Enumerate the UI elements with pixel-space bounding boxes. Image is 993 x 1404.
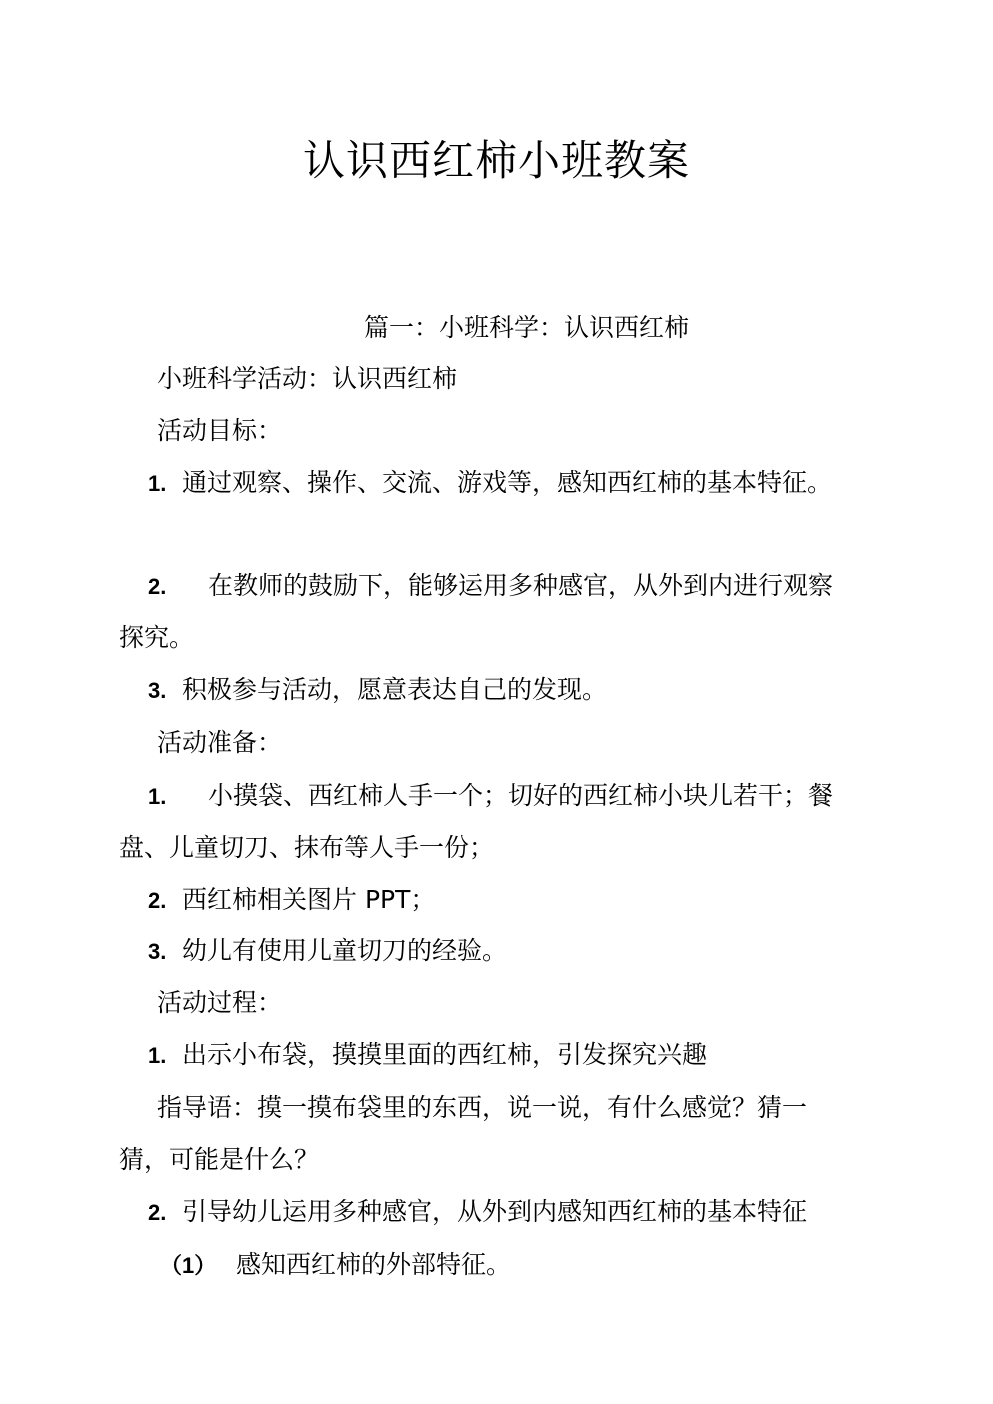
goal-text: 通过观察、操作、交流、游戏等，感知西红柿的基本特征。 [182, 468, 833, 497]
process-text: 引导幼儿运用多种感官，从外到内感知西红柿的基本特征 [182, 1197, 808, 1226]
goal-number: 1. [148, 471, 167, 496]
prep-text: 小摸袋、西红柿人手一个；切好的西红柿小块儿若干；餐 [208, 781, 834, 810]
prep-heading: 活动准备： [157, 728, 283, 757]
prep-number: 3. [148, 939, 167, 964]
process-item [148, 1194, 807, 1231]
prep-text: 幼儿有使用儿童切刀的经验。 [182, 936, 508, 965]
process-heading: 活动过程： [157, 988, 283, 1017]
process-number: 1. [148, 1043, 167, 1068]
prep-number: 1. [148, 784, 167, 809]
process-subnumber: （1） [160, 1253, 217, 1278]
guide-text: 指导语：摸一摸布袋里的东西，说一说，有什么感觉？猜一 [157, 1093, 808, 1122]
process-item [148, 1037, 707, 1074]
goals-heading: 活动目标： [157, 416, 283, 445]
process-text: 出示小布袋，摸摸里面的西红柿，引发探究兴趣 [182, 1040, 708, 1069]
goal-text-continuation: 探究。 [119, 623, 195, 652]
prep-item [148, 882, 435, 919]
process-number: 2. [148, 1200, 167, 1225]
goal-number: 2. [148, 574, 167, 599]
goal-text: 在教师的鼓励下，能够运用多种感官，从外到内进行观察 [208, 571, 834, 600]
document-title: 认识西红柿小班教案 [302, 136, 690, 185]
goal-text: 积极参与活动，愿意表达自己的发现。 [182, 675, 608, 704]
goal-item [148, 672, 607, 709]
prep-text-continuation: 盘、儿童切刀、抹布等人手一份； [119, 833, 495, 862]
process-text: 感知西红柿的外部特征。 [236, 1250, 512, 1279]
prep-item [148, 778, 833, 815]
guide-text-continuation: 猜，可能是什么？ [119, 1145, 320, 1174]
goal-item [148, 568, 833, 605]
process-subitem [160, 1247, 511, 1284]
prep-text: 西红柿相关图片 PPT； [182, 885, 436, 914]
prep-item [148, 933, 507, 970]
prep-number: 2. [148, 888, 167, 913]
activity-name: 小班科学活动：认识西红柿 [157, 364, 458, 393]
goal-item [148, 465, 832, 502]
section-heading: 篇一：小班科学：认识西红柿 [364, 313, 690, 342]
goal-number: 3. [148, 678, 167, 703]
